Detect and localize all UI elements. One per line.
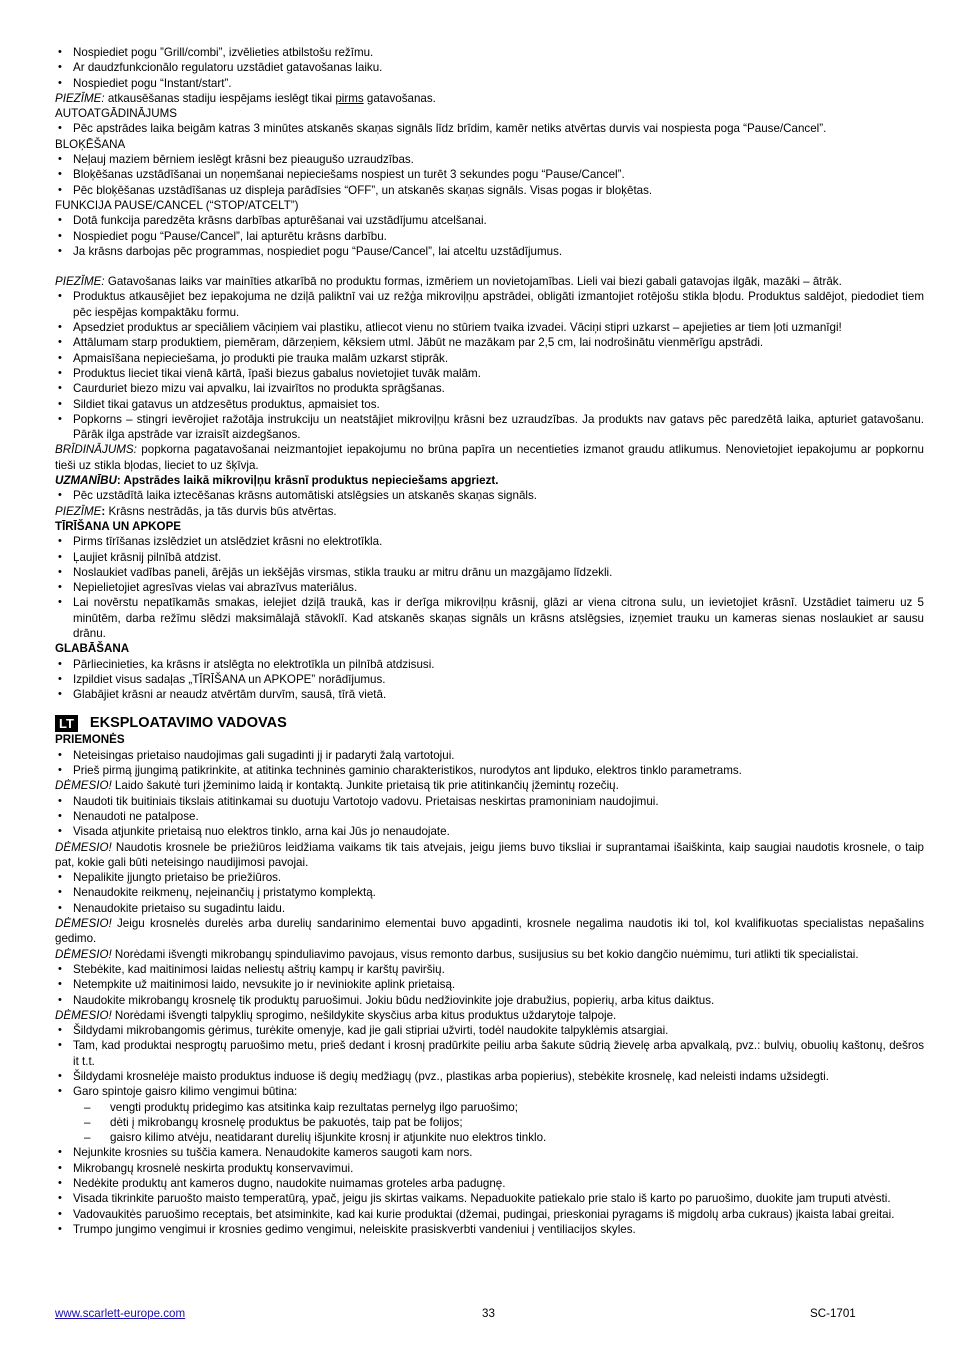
list-item: • Šildydami mikrobangomis gėrimus, turėkite omenyje, kad jie gali stipriai užvirti, todėl naudokite talpyklėmis atsargiai. [55,1023,924,1038]
dash-item: – gaisro kilimo atvėju, neatidarant durelių išjunkite krosnį ir atjunkite nuo elektros tinklo. [55,1130,924,1145]
attention-paragraph [55,778,924,793]
list-item: • Naudokite mikrobangų krosnelę tik produktų paruošimui. Jokiu būdu nedžiovinkite joje drabužius, popierių, arba kitus daiktus. [55,993,924,1008]
attention-label: UZMANĪBU [55,474,117,488]
note-text: Gatavošanas laiks var mainīties atkarībā no produktu formas, izmēriem un novietojamības. Lieli vai biezi gabali gatavojas ilgāk, mazāki – ātrāk. [104,275,842,289]
note-underlined: pirms [335,91,364,105]
list-item: • Apsedziet produktus ar speciāliem vāciņiem vai plastiku, atliecot vienu no stūriem tvaika izvadei. Vāciņi stipri uzkarst – apejieties ar tiem ļoti uzmanīgi! [55,320,924,335]
note-paragraph [55,274,924,289]
list-item: • Caurduriet biezo mizu vai apvalku, lai izvairītos no produkta sprāgšanas. [55,381,924,396]
section-heading-cleaning: TĪRĪŠANA UN APKOPE [55,519,182,533]
list-item: • Attālumam starp produktiem, piemēram, dārzeņiem, kēksiem utml. Jābūt ne mazākam par 2,5 cm, lai nodrošinātu vienmērīgu apstrādi. [55,335,924,350]
attention-label: DĖMESIO! [55,947,112,961]
dash-item: – vengti produktų pridegimo kas atsitinka kaip rezultatas pernelyg ilgo paruošimo; [55,1100,924,1115]
spacer [55,259,924,274]
language-badge: LT [55,715,78,732]
list-item: • Glabājiet krāsni ar neaudz atvērtām durvīm, sausā, tīrā vietā. [55,687,924,702]
list-item: • Lai novērstu nepatīkamās smakas, ielejiet dziļā traukā, kas ir derīga mikroviļņu krāsnij, glāzi ar viena citrona sulu, un ievietojiet krāsnī. Uzstādiet taimeru uz 5 minūtēm, darba režīmu slēdzi maksimālajā stāvoklī. Kad atskanēs skaņas signāls un krāsns atslēgsies, izņemiet trauku un kameras sienas noslaukiet ar sausu drānu. [55,595,924,641]
section-heading-autoremind: AUTOATGĀDINĀJUMS [55,107,177,121]
list-item: • Nospiediet pogu “Instant/start”. [55,76,924,91]
attention-text: : Apstrādes laikā mikroviļņu krāsnī produktus nepieciešams apgriezt. [116,474,499,488]
note-text: atkausēšanas stadiju iespējams ieslēgt tikai [104,91,336,105]
list-item: • Trumpo jungimo vengimui ir krosnies gedimo vengimui, neleiskite prasiskverbti vandeniui į ventiliacijos skyles. [55,1222,924,1237]
model-number: SC-1701 [810,1307,856,1320]
list-item: • Nospiediet pogu ”Grill/combi”, izvēlieties atbilstošu režīmu. [55,45,924,60]
list-item: • Netempkite už maitinimosi laido, nevsukite jo ir neviniokite aplink prietaisą. [55,977,924,992]
list-item: • Noslaukiet vadības paneli, ārējās un iekšējās virsmas, stikla trauku ar mitru drānu un mazgājamo līdzekli. [55,565,924,580]
list-item: • Nenaudoti ne patalpose. [55,809,924,824]
list-item: • Dotā funkcija paredzēta krāsns darbības apturēšanai vai uzstādījumu atcelšanai. [55,213,924,228]
section-heading-safety: PRIEMONĖS [55,733,125,747]
list-item: • Tam, kad produktai nesprogtų paruošimo metu, prieš dedant i krosnį pradūrkite peiliu arba šakute sūdrią žievelę arba apvalkalą, pvz.: bulvių, obuolių kaštonų, dešros it t.t. [55,1038,924,1069]
list-item: • Neļauj maziem bērniem ieslēgt krāsni bez pieaugušo uzraudzības. [55,152,924,167]
list-item: • Ar daudzfunkcionālo regulatoru uzstādiet gatavošanas laiku. [55,60,924,75]
page-number: 33 [482,1307,495,1320]
attention-label: DĖMESIO! [55,779,112,793]
warning-label: BRĪDINĀJUMS: [55,443,137,457]
section-title: EKSPLOATAVIMO VADOVAS [89,715,287,732]
list-item: • Pēc uzstādītā laika iztecēšanas krāsns automātiski atslēgsies un atskanēs skaņas signāls. [55,488,924,503]
list-item: • Ja krāsns darbojas pēc programmas, nospiediet pogu “Pause/Cancel”, lai atceltu uzstādījumus. [55,244,924,259]
page-content [55,45,924,1237]
attention-text: Jeigu krosnelės durelės arba durelių sandarinimo elementai buvo apgadinti, krosnele negalima naudotis iki tol, kol kvalifikuotas specialistas nepašalins gedimo. [55,917,924,946]
attention-paragraph [55,947,924,962]
list-item: • Pēc apstrādes laika beigām katras 3 minūtes atskanēs skaņas signāls līdz brīdim, kamēr netiks atvērtas durvis vai nospiesta poga “Pause/Cancel”. [55,121,924,136]
list-item: • Pēc bloķēšanas uzstādīšanas uz displeja parādīsies “OFF”, un atskanēs skaņas signāls. Visas pogas ir bloķētas. [55,183,924,198]
list-item: • Naudoti tik buitiniais tikslais atitinkamai su duotuju Vartotojo vadovu. Prietaisas neskirtas pramoniniam naudojimui. [55,794,924,809]
note-label: PIEZĪME [55,504,102,518]
warning-text: popkorna pagatavošanai neizmantojiet iepakojumu no brūna papīra un necentieties izmanot graudu atlikumus. Nenovietojiet iepakojumu ar popkornu tieši uz stikla bļodas, lieciet to uz šķīvja. [55,443,924,472]
list-item: • Bloķēšanas uzstādīšanai un noņemšanai nepieciešams nospiest un turēt 3 sekundes pogu “Pause/Cancel”. [55,167,924,182]
note-paragraph [55,504,924,519]
attention-label: DĖMESIO! [55,917,112,931]
list-item: • Nejunkite krosnies su tuščia kamera. Nenaudokite kameros saugoti kam nors. [55,1145,924,1160]
attention-text: Naudotis krosnele be priežiūros leidžiama vaikams tik tais atvejais, jeigu jiems buvo tiksliai ir suprantamai išaiškinta, kaip saugiai naudotis krosnele, o taip pat, kokie gali būti neteisingo naudijimosi pavojai. [55,840,924,869]
section-heading-storage: GLABĀŠANA [55,642,130,656]
note-colon: : [101,504,106,518]
note-text: Krāsns nestrādās, ja tās durvis būs atvērtas. [105,504,337,518]
list-item: • Šildydami krosnelėje maisto produktus induose iš degių medžiagų (pvz., plastikas arba popierius), stebėkite krosnelę, kad neleisti indams užsidegti. [55,1069,924,1084]
list-item: • Nenaudokite reikmenų, neįeinančių į pristatymo komplektą. [55,885,924,900]
list-item: • Produktus lieciet tikai vienā kārtā, īpaši biezus gabalus novietojiet tuvāk malām. [55,366,924,381]
attention-label: DĖMESIO! [55,1008,112,1022]
list-item: • Produktus atkausējiet bez iepakojuma ne dziļā paliktnī vai uz režģa mikroviļņu apstrādei, obligāti izmantojiet rotējošu stikla bļodu. Produktus saldējot, piedodiet tiem pēc iespējas kompaktāku formu. [55,289,924,320]
website-link[interactable]: www.scarlett-europe.com [55,1307,186,1320]
dash-item: – dėti į mikrobangų krosnelę produktus be pakuotės, taip pat be folijos; [55,1115,924,1130]
list-item: • Visada atjunkite prietaisą nuo elektros tinklo, arna kai Jūs jo nenaudojate. [55,824,924,839]
list-item: • Popkorns – stingri ievērojiet ražotāja instrukciju un neatstājiet mikroviļņu krāsni bez uzraudzības. Ja produkts nav gatavs pēc paredzētā laika, apturiet gatavošanu. Pārāk ilga apstrāde var izraisīt aizdegšanos. [55,412,924,443]
note-label: PIEZĪME: [55,91,105,105]
note-label: PIEZĪME: [55,275,105,289]
list-item: • Nenaudokite prietaiso su sugadintu laidu. [55,901,924,916]
list-item: • Nepalikite įjungto prietaiso be priežiūros. [55,870,924,885]
list-item: • Garo spintoje gaisro kilimo vengimui būtina: [55,1084,924,1099]
list-item: • Sildiet tikai gatavus un atdzesētus produktus, apmaisiet tos. [55,397,924,412]
list-item: • Pārliecinieties, ka krāsns ir atslēgta no elektrotīkla un pilnībā atdzisusi. [55,657,924,672]
list-item: • Ļaujiet krāsnij pilnībā atdzist. [55,550,924,565]
attention-paragraph [55,1008,924,1023]
attention-text: Norėdami išvengti talpyklių sprogimo, nešildykite skysčius arba kitus produktus uždarytoje talpoje. [111,1008,617,1022]
attention-text: Norėdami išvengti mikrobangų spinduliavimo pavojaus, visus remonto darbus, susijusius su bet kokio dangčio nuėmimu, turi atlikti tik specialistai. [111,947,859,961]
list-item: • Vadovaukitės paruošimo receptais, bet atsiminkite, kad kai kurie produktai (džemai, pudingai, prieskoniai pyragams iš migdolų arba cukraus) įkaista labai greitai. [55,1207,924,1222]
warning-paragraph [55,442,924,473]
list-item: • Pirms tīrīšanas izslēdziet un atslēdziet krāsni no elektrotīkla. [55,534,924,549]
list-item: • Neteisingas prietaiso naudojimas gali sugadinti jį ir padaryti žalą vartotojui. [55,748,924,763]
attention-paragraph [55,473,924,488]
note-text: gatavošanas. [363,91,436,105]
section-heading-lock: BLOĶĒŠANA [55,137,126,151]
list-item: • Nedėkite produktų ant kameros dugno, naudokite nuimamas groteles arba padugnę. [55,1176,924,1191]
list-item: • Nospiediet pogu “Pause/Cancel”, lai apturētu krāsns darbību. [55,229,924,244]
attention-paragraph [55,840,924,871]
list-item: • Apmaisīšana nepieciešama, jo produkti pie trauka malām uzkarst stiprāk. [55,351,924,366]
note-paragraph [55,91,924,106]
attention-paragraph [55,916,924,947]
list-item: • Izpildiet visus sadaļas „TĪRĪŠANA un APKOPE” norādījumus. [55,672,924,687]
list-item: • Mikrobangų krosnelė neskirta produktų konservavimui. [55,1161,924,1176]
list-item: • Visada tikrinkite paruošto maisto temperatūrą, ypač, jeigu jis skirtas vaikams. Nepaduokite patiekalo prie stalo iš karto po paruošimo, duokite jam truputi atvėsti. [55,1191,924,1206]
attention-label: DĖMESIO! [55,840,112,854]
list-item: • Nepielietojiet agresīvas vielas vai abrazīvus materiālus. [55,580,924,595]
list-item: • Stebėkite, kad maitinimosi laidas neliestų aštrių kampų ir karštų paviršių. [55,962,924,977]
attention-text: Laido šakutė turi įžeminimo laidą ir kontaktą. Junkite prietaisą tik prie atitinkančių įžemintų rozečių. [111,779,619,793]
section-heading-pause: FUNKCIJA PAUSE/CANCEL (“STOP/ATCELT”) [55,198,299,212]
lt-section-header [55,714,924,732]
list-item: • Prieš pirmą įjungimą patikrinkite, at atitinka techninės gaminio charakteristikos, nurodytos ant lipduko, elektros tinklo parametrams. [55,763,924,778]
